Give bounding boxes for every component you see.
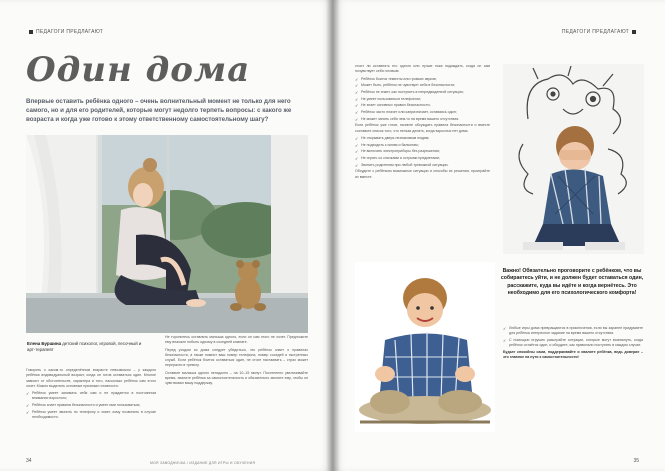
list-item: ✓ Любые игры дома превращаются в приключения, если вы заранее придумаете для ребёнка интересное задание на время вашего отсутствия.	[503, 326, 643, 337]
left-body-column-2: Не торопитесь оставлять малыша одного, если он сам этого не хочет. Предложите ему вначале побыть одному в соседней комнате. Перед уходом из дома следует убедиться, что ребёнок знает о правилах безопасности, а также помнит ваш номер телефона, номер соседей и экстренных служб. Если ребёнок боится оставаться один, не стоит настаивать – страх может перерасти в тревогу. Оставьте малыша одного ненадолго – на 10–15 минут. Постепенно увеличивайте время, хвалите ребёнка за самостоятельность и обязательно звоните ему, чтобы он чувствовал вашу поддержку.	[165, 335, 308, 386]
game-tips-list	[503, 326, 643, 349]
right-body-column-2	[503, 326, 643, 363]
header-square-icon	[632, 30, 636, 34]
page-number-left: 34	[26, 458, 32, 464]
list-item: ✓ Не включать электроприборы без разрешения;	[355, 149, 490, 154]
header-right: ПЕДАГОГИ ПРЕДЛАГАЮТ	[562, 29, 639, 35]
page-number-right: 35	[633, 458, 639, 464]
header-left: ПЕДАГОГИ ПРЕДЛАГАЮТ	[26, 29, 103, 35]
sand-play-photo	[355, 262, 495, 432]
window-girl-photo	[26, 135, 308, 333]
list-item: ✓ С помощью игрушек разыграйте ситуации, которые могут возникнуть, когда ребёнок остаётся один, и обсудите, как правильно поступить в каждом случае.	[503, 338, 643, 349]
list-item: ✓ Ребёнок не знает, как поступить в непредвиденной ситуации;	[355, 90, 490, 95]
readiness-list	[26, 391, 156, 420]
footer-text: МОЯ ЗАВОДНИЧКА / ИЗДАНИЕ ДЛЯ ИГРЫ И ОБУЧЕНИЯ	[150, 461, 256, 465]
list-item: ✓ Не может занять себя чем-то на время вашего отсутствия.	[355, 117, 490, 122]
list-item: ✓ Не умеет пользоваться телефоном;	[355, 97, 490, 102]
list-item: ✓ Ребёнок часто плачет или капризничает, оставаясь один;	[355, 110, 490, 115]
list-item: ✓ Не открывать дверь незнакомым людям;	[355, 136, 490, 141]
list-item: ✓ Ребёнок умеет занимать себя сам и не нуждается в постоянном внимании взрослого;	[26, 391, 156, 402]
book-spine-shadow	[326, 0, 340, 471]
lead-paragraph: Впервые оставить ребёнка одного – очень волнительный момент не только для него самого, но и для его родителей, которые могут недолго терпеть вопросы: с какого же возраста и когда уже готово к этому ответственному самостоятельному шагу?	[26, 98, 292, 123]
list-item: ✓ Не подходить к окнам и балконам;	[355, 143, 490, 148]
list-item: ✓ Не играть со спичками и острыми предметами;	[355, 156, 490, 161]
right-page	[333, 0, 665, 471]
closing-paragraph: Будьте спокойны сами, поддерживайте и хвалите ребёнка, ведь доверие – это главное на пути к самостоятельности!	[503, 349, 643, 360]
photo-caption: Елена Буршина детский психолог, игровой, песочный и арт-терапевт	[27, 341, 142, 352]
list-item: ✓ Ребёнок знает правила безопасности и умеет ими пользоваться;	[26, 403, 156, 408]
list-item: ✓ Не знает основных правил безопасности;	[355, 103, 490, 108]
list-item: ✓ Ребёнок боится темноты или громких звуков;	[355, 77, 490, 82]
right-body-column-1: стоит ли оставлять его одного или лучше пока подождать, когда он сам почувствует себя готовым: ✓ Ребёнок боится темноты или громких звуков; ✓ Может быть, ребёнок не чувствует себя в безопасности; ✓ Ребёнок не знает, как поступить в непредвиденной ситуации; ✓ Не умеет пользоваться телефоном; ✓ Не знает основных правил безопасности; ✓ Ребёнок часто плачет или капризничает, оставаясь один; ✓ Не может занять себя чем-то на время вашего отсутствия. Если ребёнок уже готов, начните обсуждать правила безопасности и вместе составьте список того, что нельзя делать, когда взрослых нет дома. ✓ Не открывать дверь незнакомым людям; ✓ Не подходить к окнам и балконам; ✓ Не включать электроприборы без разрешения; ✓ Не играть со спичками и острыми предметами; ✓ Звонить родителям при любой тревожной ситуации. Обсудите с ребёнком возможные ситуации и способы их решения, проиграйте их вместе.	[355, 64, 490, 182]
page-title: Один дома	[26, 50, 251, 90]
left-body-column-1: Говорить о каком-то определённом возрасте невозможно – у каждого ребёнка индивидуальный возраст, когда он готов оставаться один. Многое зависит от обстоятельств, характера и того, насколько ребёнок сам этого хочет. Можно выделить основные признаки готовности: ✓ Ребёнок умеет занимать себя сам и не нуждается в постоянном внимании взрослого; ✓ Ребёнок знает правила безопасности и умеет ими пользоваться; ✓ Ребёнок умеет звонить по телефону и знает, кому позвонить в случае необходимости.	[26, 368, 156, 422]
warning-list	[355, 77, 490, 122]
scared-boy-photo	[503, 64, 644, 254]
list-item: ✓ Может быть, ребёнок не чувствует себя в безопасности;	[355, 83, 490, 88]
header-square-icon	[29, 30, 33, 34]
list-item: ✓ Ребёнок умеет звонить по телефону и знает, кому позвонить в случае необходимости.	[26, 410, 156, 421]
important-advice: Важно! Обязательно проговорите с ребёнком, что вы собираетесь уйти, и не должен будет оставаться один, расскажите, куда вы идёте и когда вернётесь. Это необходимо для его психологического комфорта!	[500, 268, 644, 297]
safety-rules-list	[355, 136, 490, 168]
list-item: ✓ Звонить родителям при любой тревожной ситуации.	[355, 163, 490, 168]
